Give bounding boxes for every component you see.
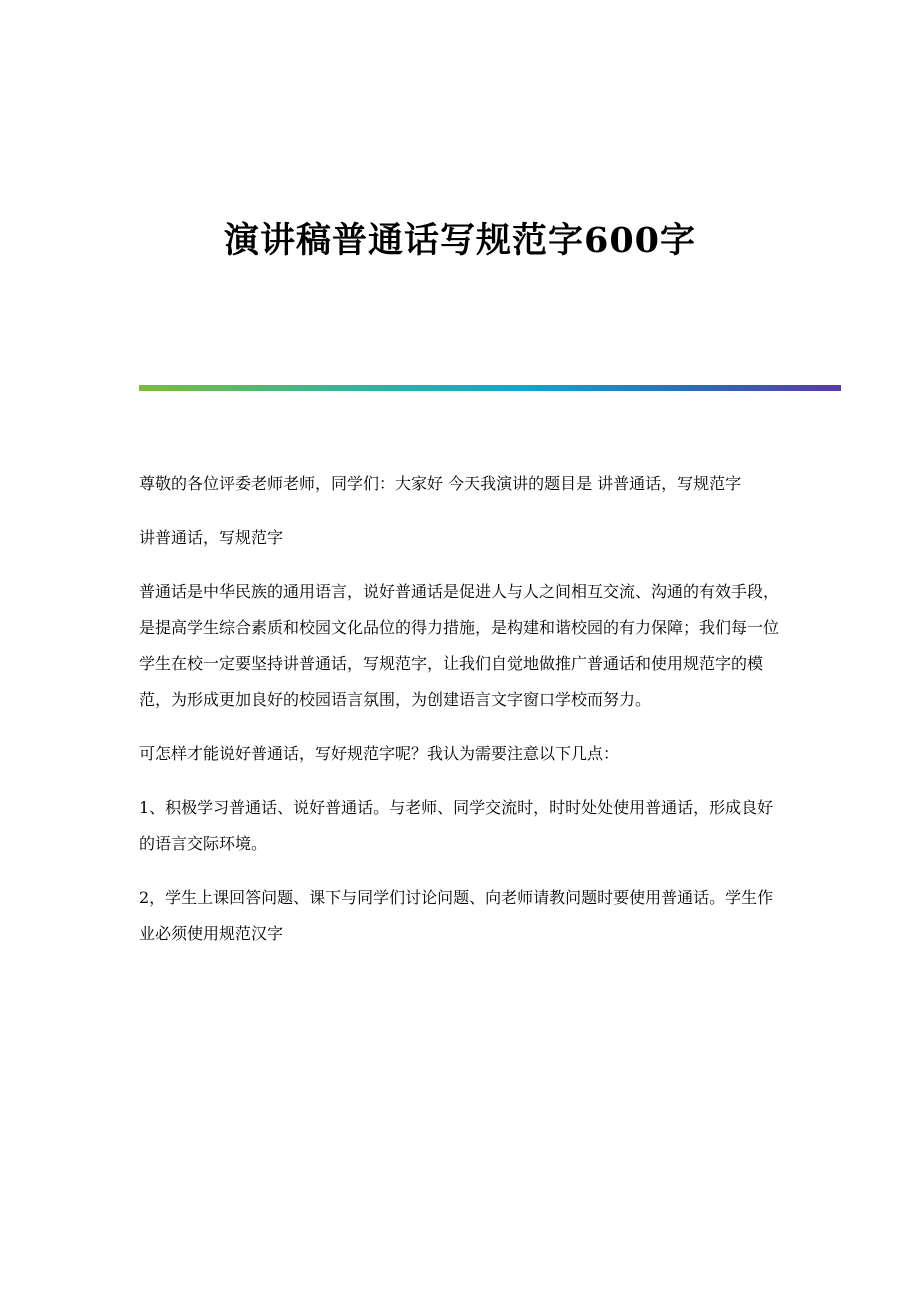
document-title: 演讲稿普通话写规范字600字 (223, 220, 697, 261)
paragraph-greeting: 尊敬的各位评委老师老师，同学们：大家好 今天我演讲的题目是 讲普通话，写规范字 (139, 474, 742, 493)
paragraph-question: 可怎样才能说好普通话，写好规范字呢？我认为需要注意以下几点： (139, 744, 620, 763)
title-divider (139, 385, 841, 391)
document-body (139, 466, 789, 970)
paragraph-subtitle: 讲普通话，写规范字 (139, 528, 284, 547)
paragraph-intro: 普通话是中华民族的通用语言，说好普通话是促进人与人之间相互交流、沟通的有效手段，是提高学生综合素质和校园文化品位的得力措施，是构建和谐校园的有力保障；我们每一位学生在校一定要坚持讲普通话，写规范字，让我们自觉地做推广普通话和使用规范字的模范，为形成更加良好的校园语言氛围，为创建语言文字窗口学校而努力。 (139, 582, 780, 709)
paragraph-point-1: 1、积极学习普通话、说好普通话。与老师、同学交流时，时时处处使用普通话，形成良好的语言交际环境。 (139, 798, 774, 853)
paragraph-point-2: 2，学生上课回答问题、课下与同学们讨论问题、向老师请教问题时要使用普通话。学生作业必须使用规范汉字 (139, 888, 774, 943)
